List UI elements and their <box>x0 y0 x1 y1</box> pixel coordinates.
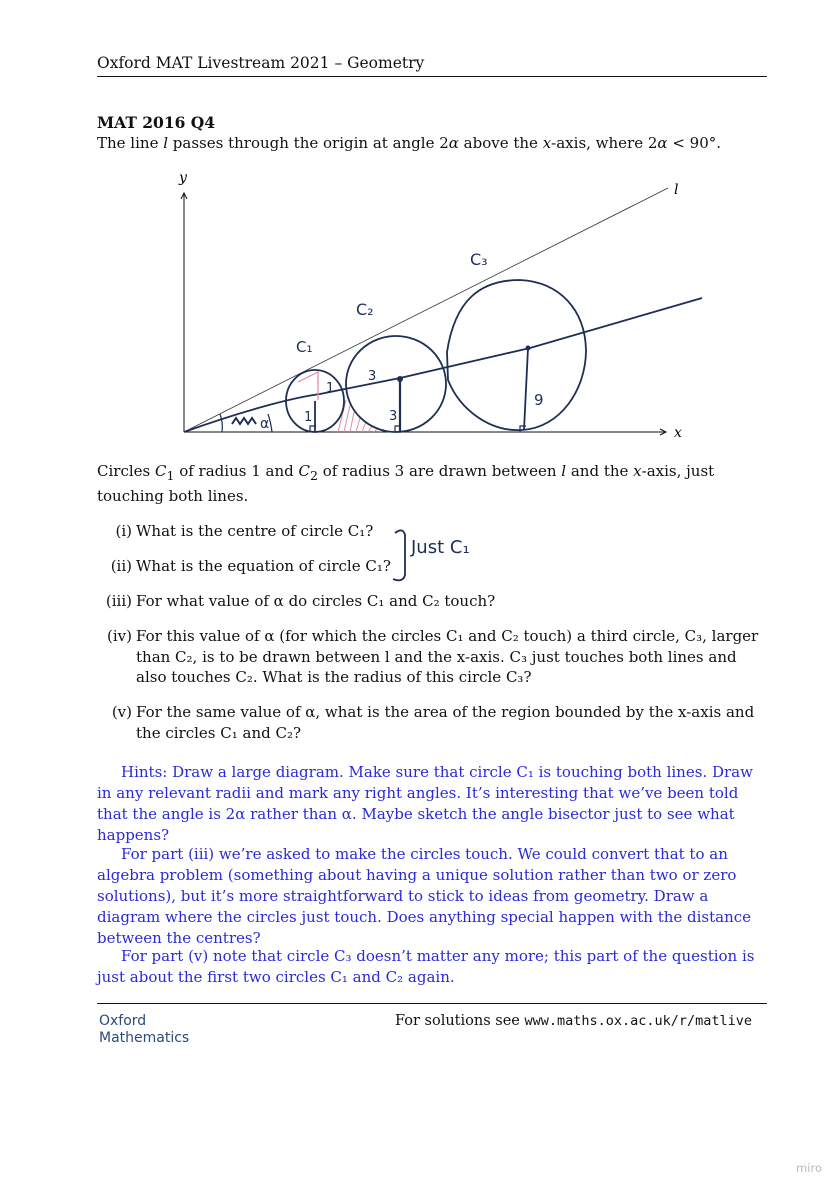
hint-paragraph-2: For part (iii) we’re asked to make the circles touch. We could convert that to an algebra problem (something about having a unique solution rather than two or zero solutions), but it’s more straightforward to stick to ideas from geometry. Draw a diagram where the circles just touch. Does anything special happen with the distance between the centres? <box>97 845 752 947</box>
line-l-label: l <box>674 182 679 198</box>
annotation-text: Just C₁ <box>411 537 470 558</box>
just-c1-annotation <box>393 527 483 587</box>
page-header: Oxford MAT Livestream 2021 – Geometry <box>97 54 425 72</box>
angle-arc <box>220 414 222 432</box>
x-axis-label: x <box>674 425 682 441</box>
miro-watermark: miro <box>796 1161 822 1175</box>
question-title: MAT 2016 Q4 <box>97 113 216 132</box>
label-r9: 9 <box>534 391 544 409</box>
line-l <box>184 188 668 432</box>
part-number: (v) <box>111 703 132 721</box>
c3-radius <box>524 348 528 430</box>
part-number: (iv) <box>107 627 132 645</box>
oxford-mathematics-logo: Oxford Mathematics <box>99 1013 190 1046</box>
header-rule <box>97 76 767 77</box>
label-r1-b: 1 <box>304 410 313 425</box>
part-iv: (iv) For this value of α (for which the circles C₁ and C₂ touch) a third circle, C₃, larger than C₂, is to be drawn between l and the x-axis. C₃ just touches both lines and also touches C₂. What is the radius of this circle C₃? <box>136 626 768 688</box>
solutions-link[interactable]: www.maths.ox.ac.uk/r/matlive <box>524 1013 753 1029</box>
question-intro: The line l passes through the origin at angle 2α above the x-axis, where 2α < 90°. <box>97 134 722 152</box>
part-ii: (ii) What is the equation of circle C₁? <box>136 556 766 577</box>
part-number: (iii) <box>105 592 132 610</box>
alpha-label: α <box>260 416 270 432</box>
label-c1: C₁ <box>296 338 313 356</box>
label-r3-b: 3 <box>389 409 398 424</box>
label-r1-a: 1 <box>326 381 335 396</box>
footer-rule <box>97 1003 767 1004</box>
c2-centre <box>397 376 403 382</box>
label-c2: C₂ <box>356 300 374 319</box>
scribble <box>232 418 256 424</box>
part-number: (i) <box>115 522 132 540</box>
geometry-diagram <box>160 160 720 450</box>
hint-paragraph-1: Hints: Draw a large diagram. Make sure that circle C₁ is touching both lines. Draw in any relevant radii and mark any right angles. It’s interesting that we’ve been told that the angle is 2α rather than α. Maybe sketch the angle bisector just to see what happens? <box>97 763 753 844</box>
circles-description: Circles $C_1$ of radius 1 and $C_2$ of radius 3 are drawn between l and the x-axis, just touching both lines. <box>97 462 715 505</box>
part-v: (v) For the same value of α, what is the area of the region bounded by the x-axis and the circles C₁ and C₂? <box>136 702 768 743</box>
solutions-note: For solutions see www.maths.ox.ac.uk/r/matlive <box>395 1013 753 1029</box>
circle-c3 <box>447 280 586 430</box>
y-axis-label: y <box>179 170 187 186</box>
shaded-region <box>338 400 384 432</box>
part-i: (i) What is the centre of circle C₁? <box>136 521 766 542</box>
label-c3: C₃ <box>470 250 488 269</box>
part-iii: (iii) For what value of α do circles C₁ and C₂ touch? <box>136 591 766 612</box>
c3-centre <box>526 346 531 351</box>
label-r3-a: 3 <box>368 369 377 384</box>
part-number: (ii) <box>110 557 132 575</box>
hint-paragraph-3: For part (v) note that circle C₃ doesn’t matter any more; this part of the question is just about the first two circles C₁ and C₂ again. <box>97 947 755 986</box>
